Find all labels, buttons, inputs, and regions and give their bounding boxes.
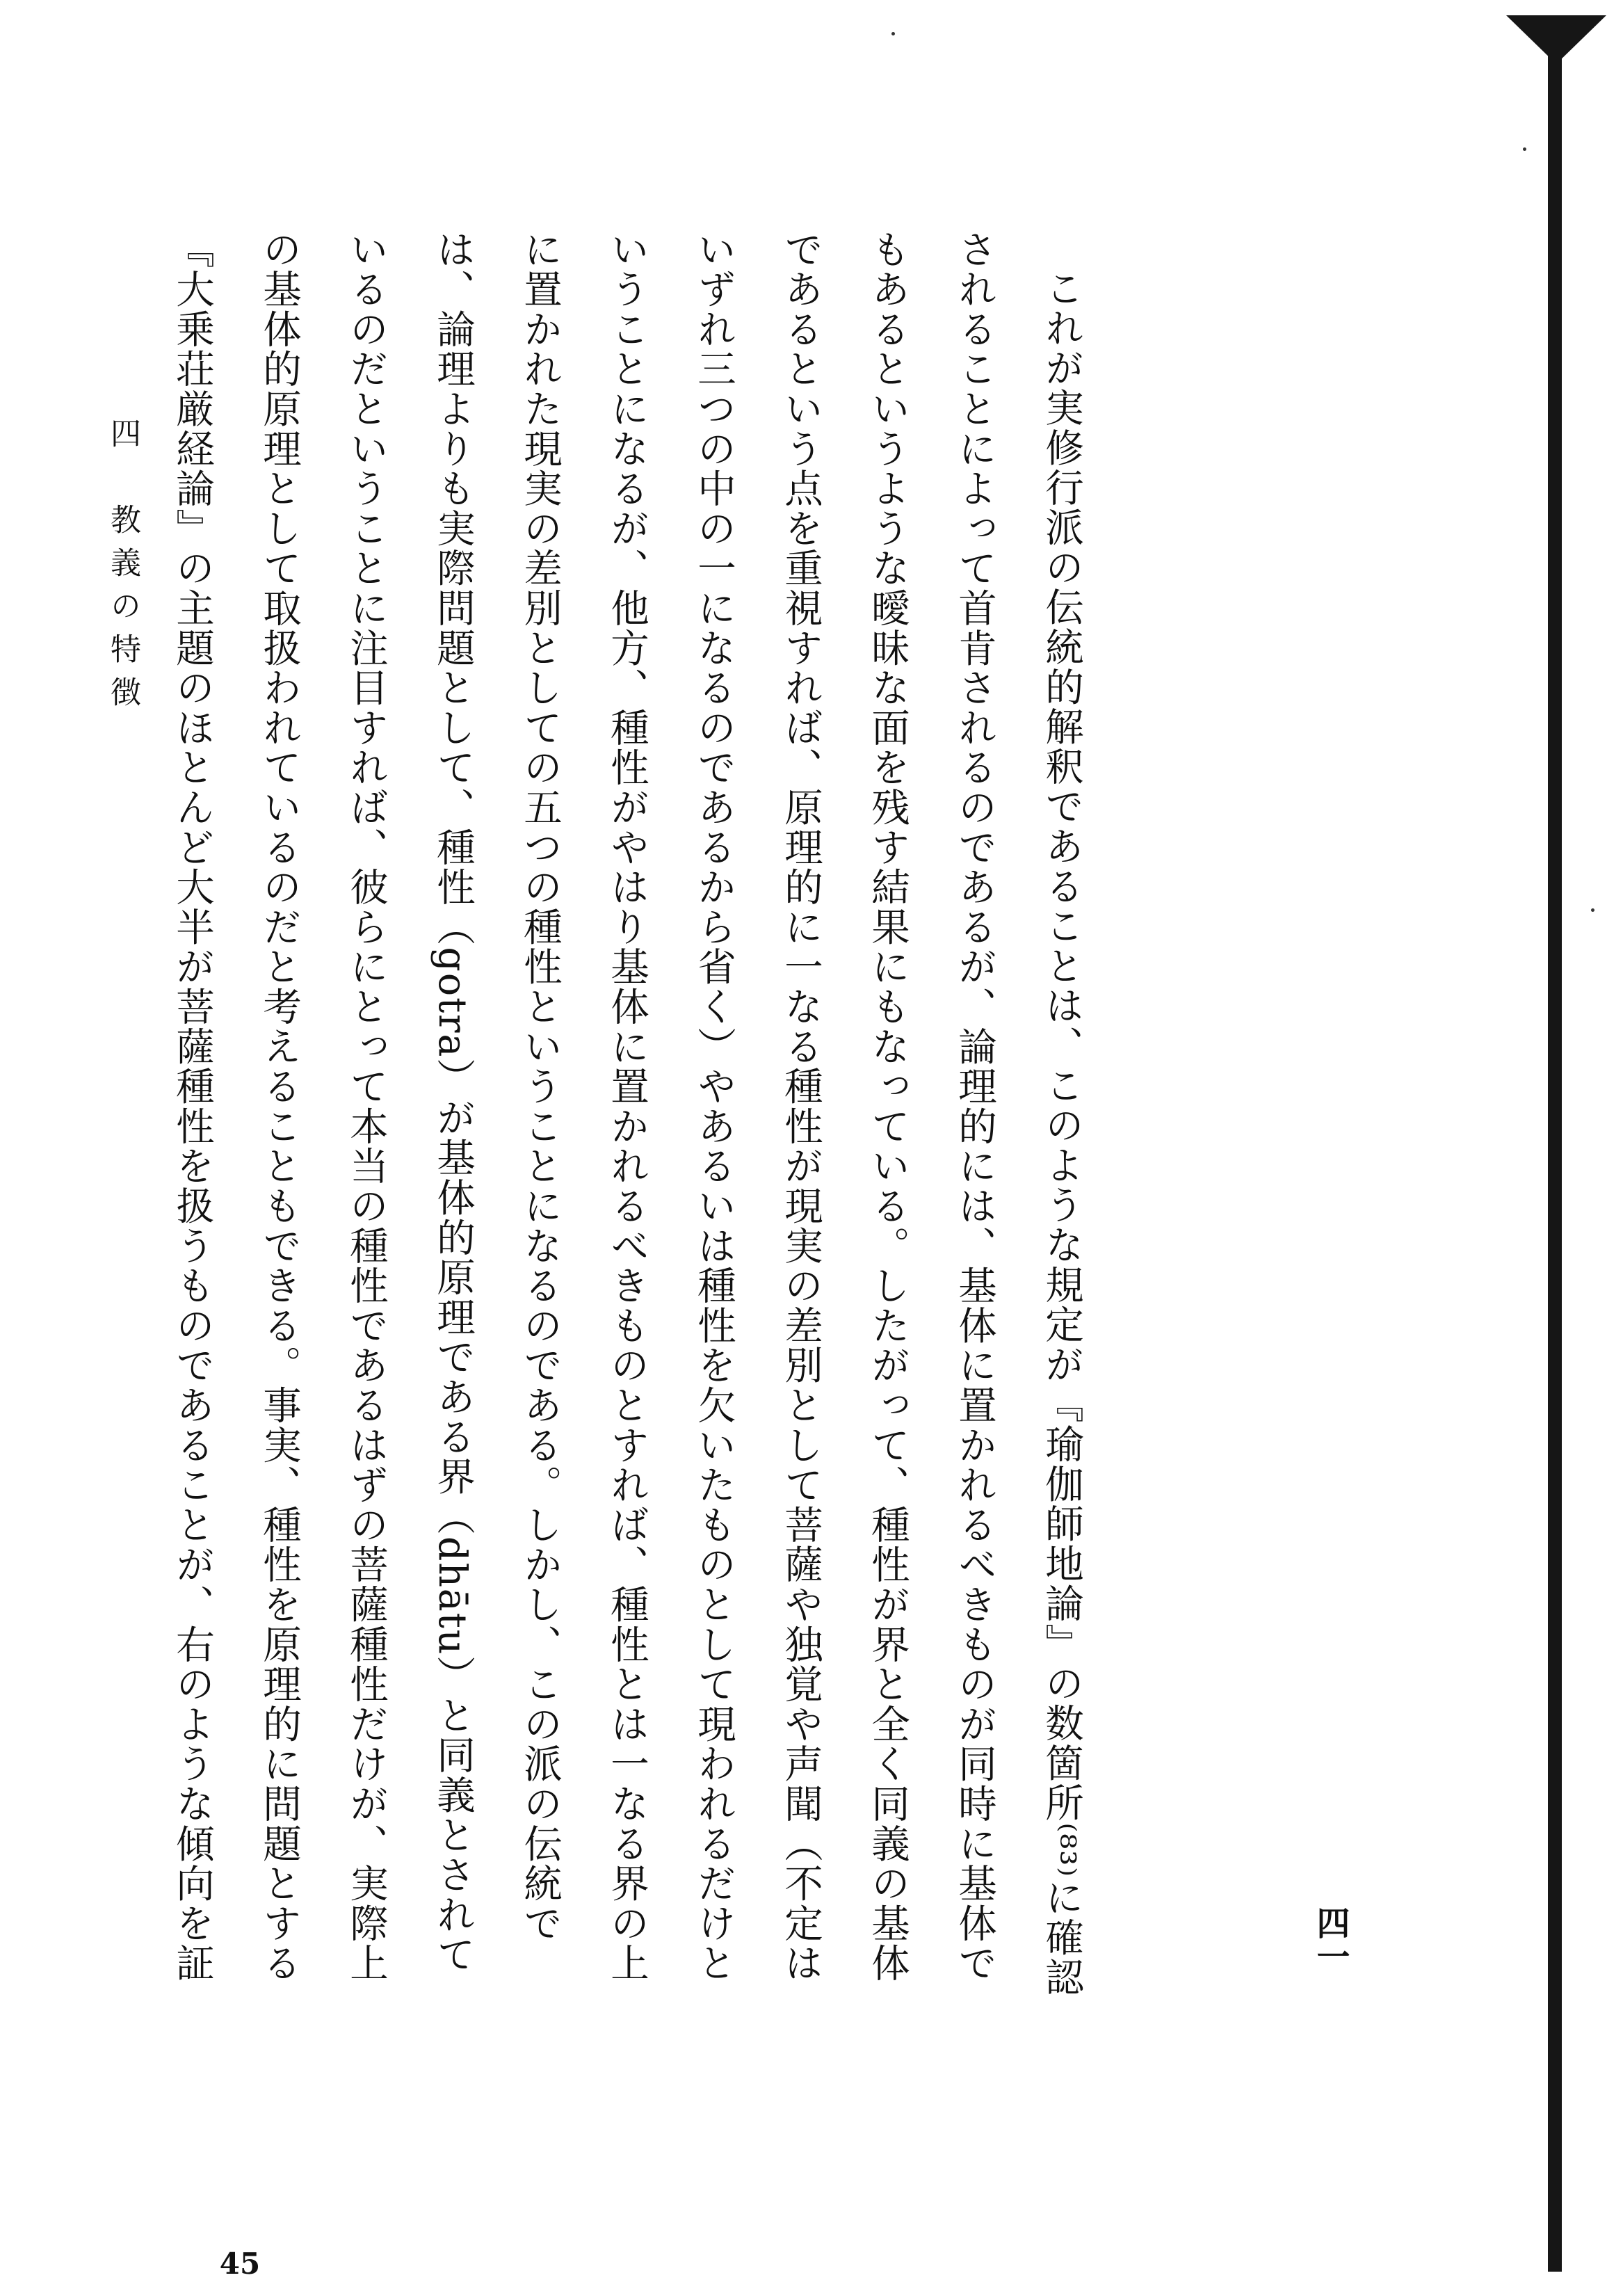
page-number: 45 <box>219 2247 261 2281</box>
paragraph: これが実修行派の伝統的解釈であることは、このような規定が『瑜伽師地論』の数箇所⁽⁸³⁾に確認されることによって首肯されるのであるが、論理的には、基体に置かれるべきものが同時に基体でもあるというような曖昧な面を残す結果にもなっている。したがって、種性が界と全く同義の基体であるという点を重視すれば、原理的に一なる種性が現実の差別として菩薩や独覚や声聞（不定はいずれ三つの中の一になるのであるから省く）やあるいは種性を欠いたものとして現われるだけということになるが、他方、種性がやはり基体に置かれるべきものとすれば、種性とは一なる界の上に置かれた現実の差別としての五つの種性ということになるのである。しかし、この派の伝統では、論理よりも実際問題として、種性（gotra）が基体的原理である界（dhātu）と同義とされているのだということに注目すれば、彼らにとって本当の種性であるはずの菩薩種性だけが、実際上の基体的原理として取扱われているのだと考えることもできる。事実、種性を原理的に問題とする『大乗荘厳経論』の主題のほとんど大半が菩薩種性を扱うものであることが、右のような傾向を証 <box>169 230 1083 1998</box>
scan-speck <box>1591 908 1594 912</box>
scan-speck <box>891 32 895 35</box>
running-head: 四 教義の特徴 <box>105 417 140 719</box>
binding-rule <box>1548 25 1562 2272</box>
body-text <box>159 230 1104 2010</box>
page-number-kanji: 四一 <box>1311 1906 1350 1973</box>
scan-speck <box>1523 147 1526 151</box>
